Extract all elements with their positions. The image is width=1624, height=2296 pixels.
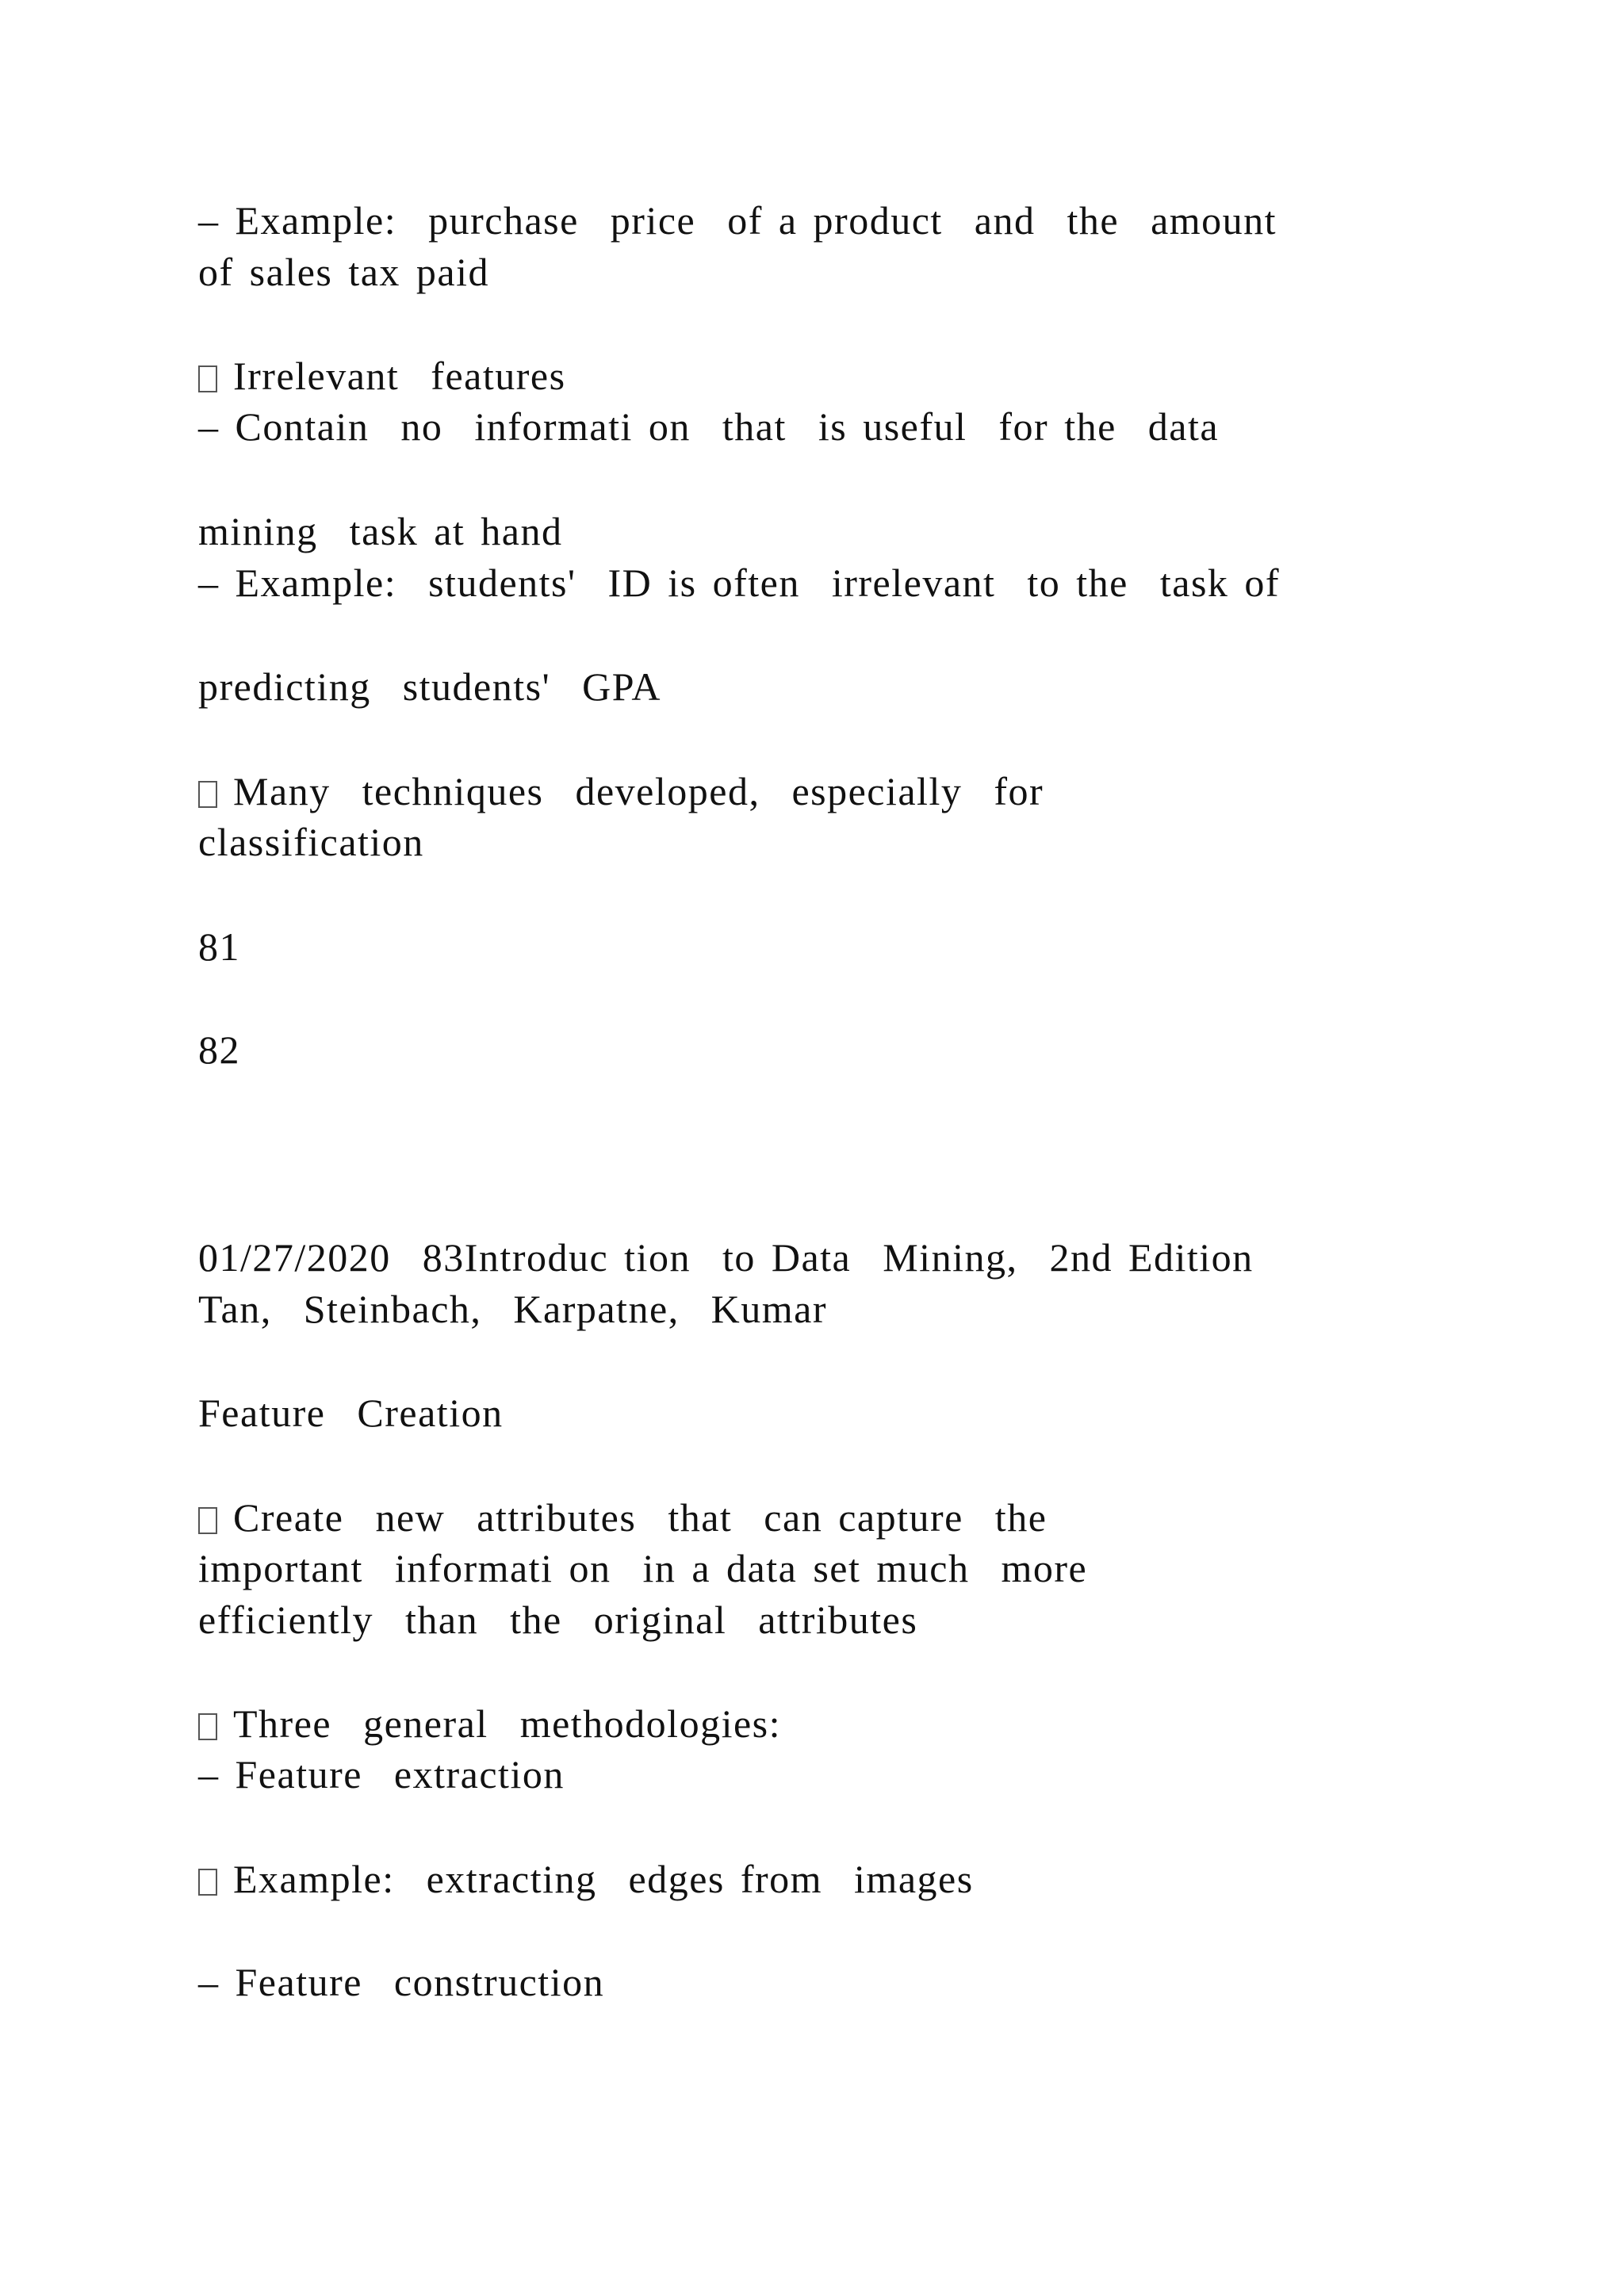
- bullet-line: [198, 1494, 1047, 1541]
- page-number: 82: [198, 1027, 240, 1072]
- text-line: important informati on in a data set much more: [198, 1546, 1088, 1590]
- bullet-box-icon: [198, 1507, 217, 1534]
- slide-authors: Tan, Steinbach, Karpatne, Kumar: [198, 1287, 827, 1331]
- page-number: 81: [198, 924, 240, 969]
- bullet-line: [198, 1855, 974, 1903]
- text-line: Three general methodologies:: [233, 1701, 781, 1746]
- bullet-box-icon: [198, 1713, 217, 1740]
- text-line: mining task at hand: [198, 509, 563, 553]
- bullet-line: [198, 352, 566, 400]
- text-line: Many techniques developed, especially for: [233, 769, 1044, 813]
- text-line: predicting students' GPA: [198, 664, 662, 709]
- text-line: – Feature extraction: [198, 1752, 565, 1797]
- bullet-box-icon: [198, 365, 217, 392]
- section-heading: Feature Creation: [198, 1391, 504, 1435]
- text-line: Create new attributes that can capture the: [233, 1495, 1048, 1540]
- text-line: – Feature construction: [198, 1960, 605, 2004]
- bullet-box-icon: [198, 1869, 217, 1896]
- text-line: – Contain no informati on that is useful for the data: [198, 404, 1220, 449]
- text-line: Irrelevant features: [233, 354, 566, 398]
- text-line: – Example: students' ID is often irrelevant to the task of: [198, 561, 1281, 605]
- text-line: – Example: purchase price of a product and the amount: [198, 198, 1277, 243]
- text-line: classification: [198, 820, 424, 864]
- bullet-line: [198, 1700, 781, 1747]
- bullet-line: [198, 767, 1044, 815]
- text-line: Example: extracting edges from images: [233, 1857, 974, 1901]
- bullet-box-icon: [198, 781, 217, 808]
- text-line: of sales tax paid: [198, 250, 490, 294]
- slide-footer: 01/27/2020 83Introduc tion to Data Mining, 2nd Edition: [198, 1235, 1254, 1280]
- text-line: efficiently than the original attributes: [198, 1598, 918, 1642]
